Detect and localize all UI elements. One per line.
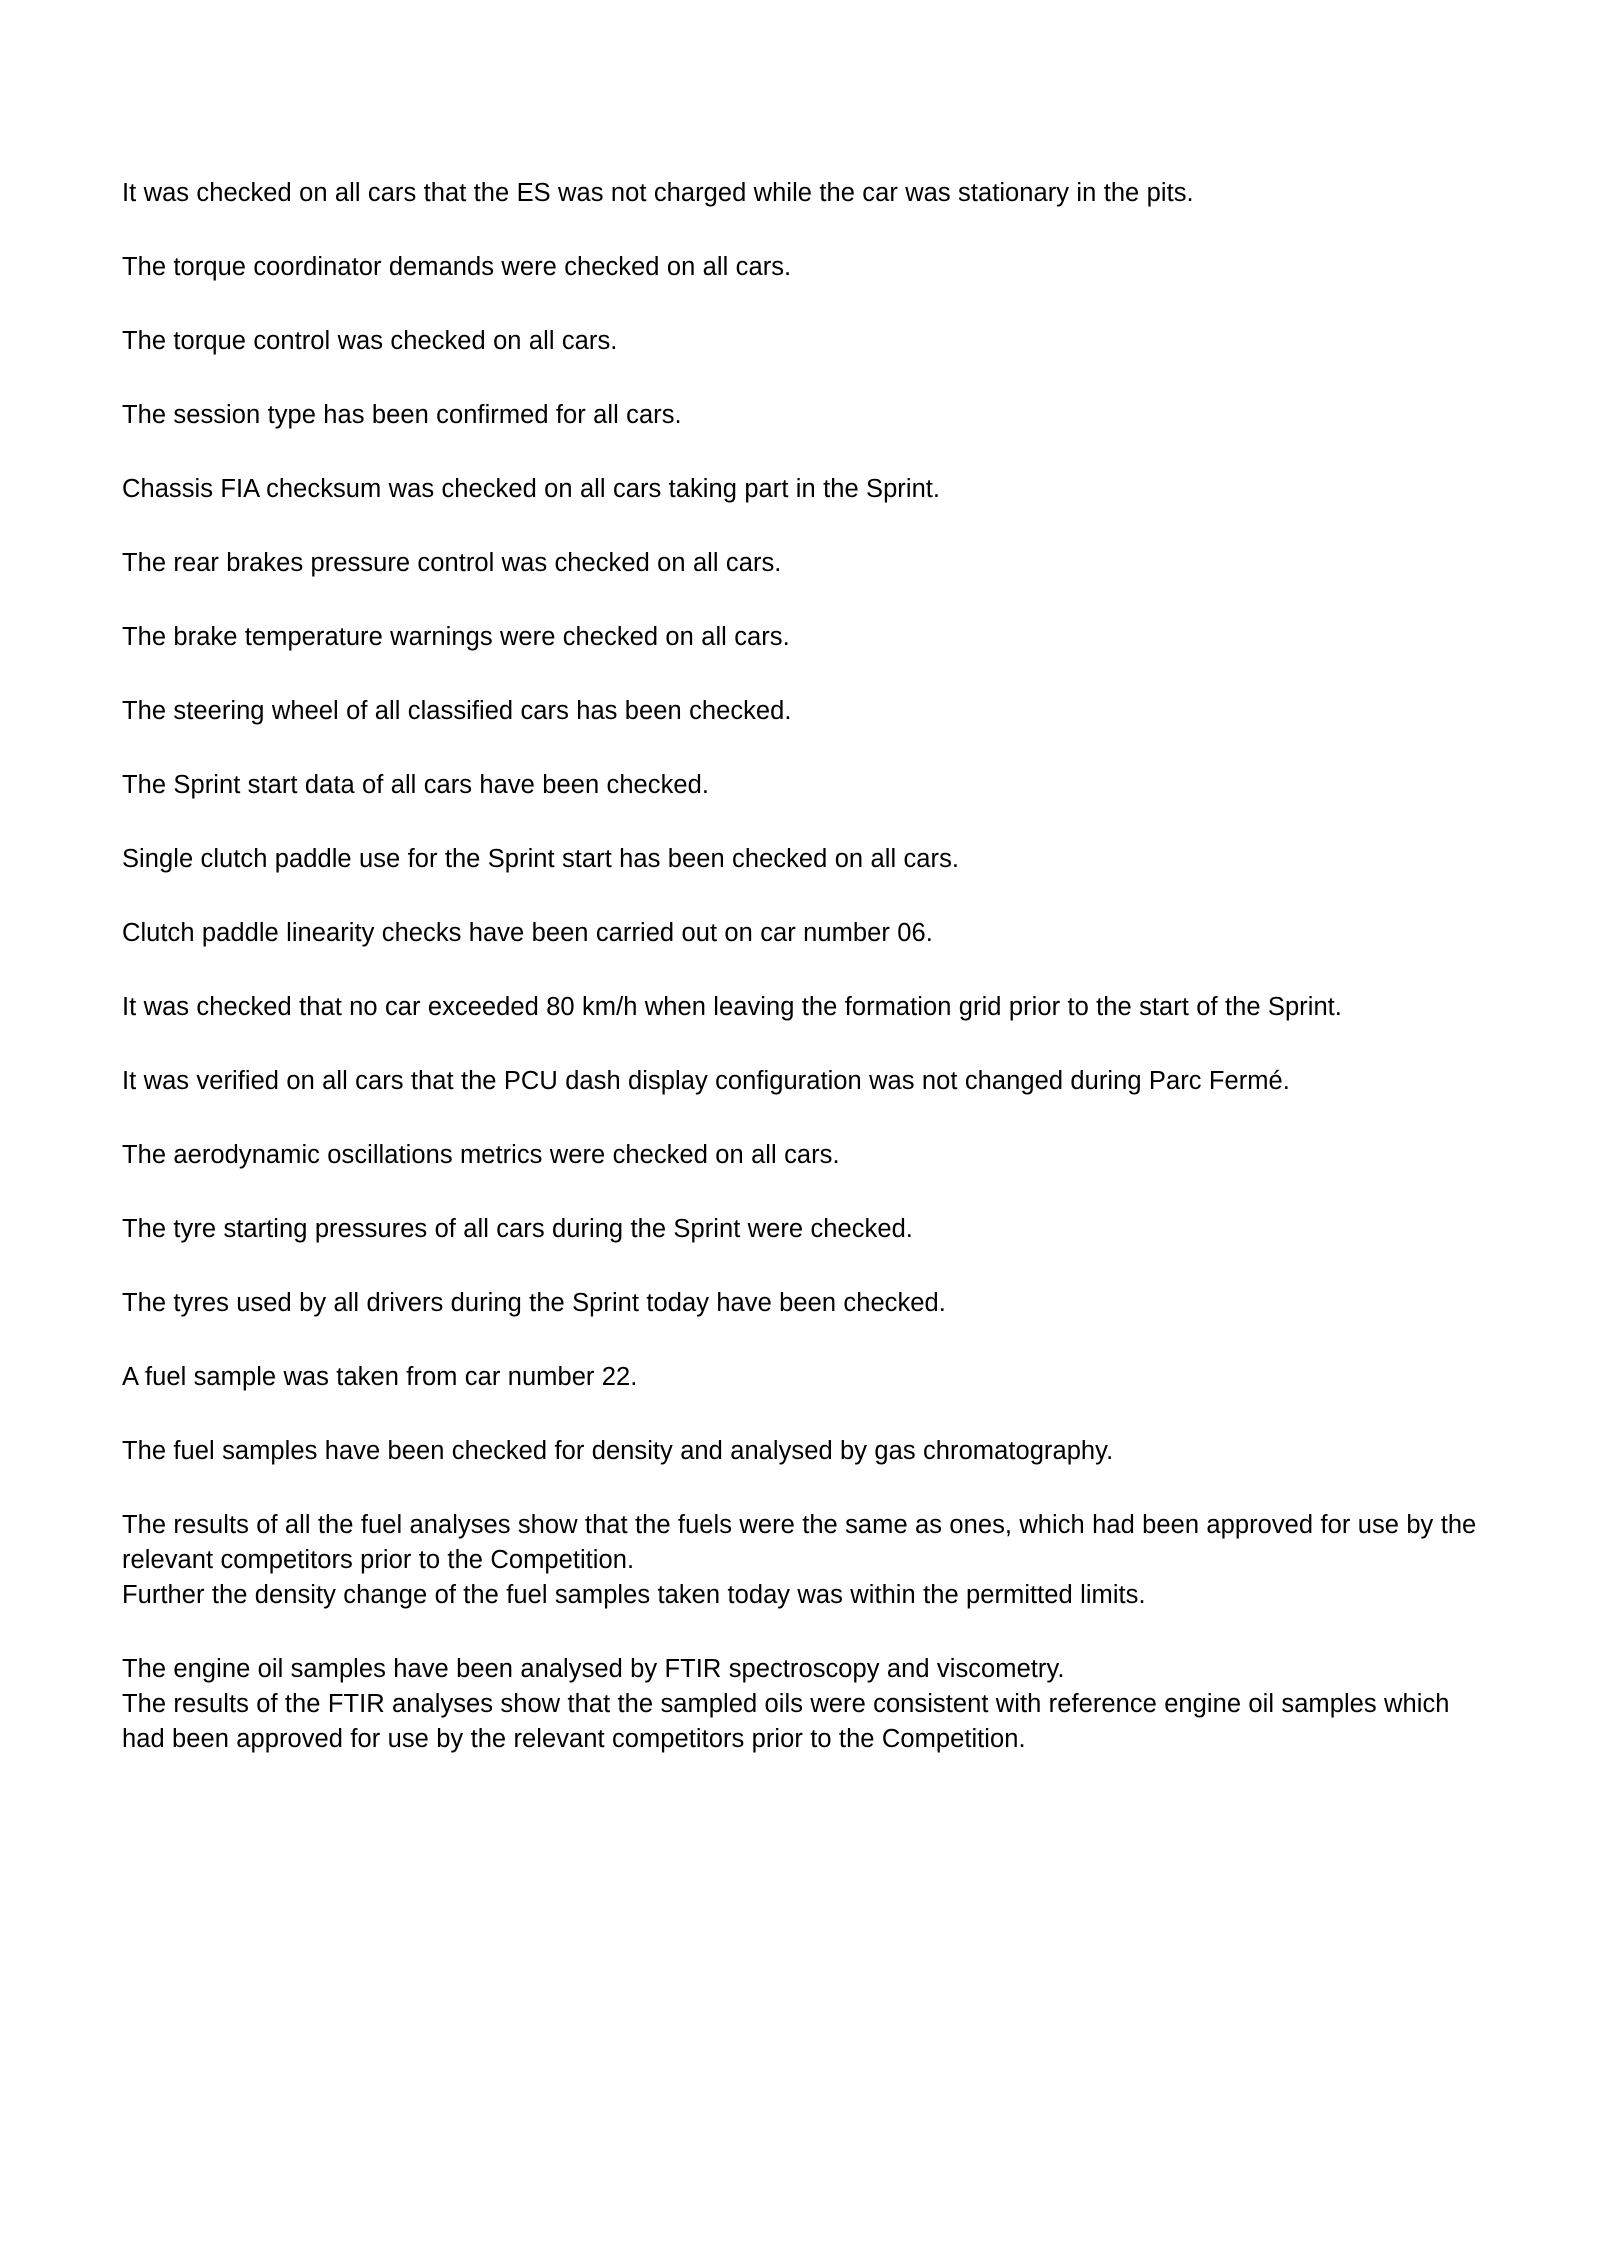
paragraph-tyres-used: The tyres used by all drivers during the Sprint today have been checked.: [122, 1289, 946, 1317]
paragraph-ftir-analyses-results: The results of the FTIR analyses show that the sampled oils were consistent with reference engine oil samples which had been approved for use by the relevant competitors prior to the Competition.: [122, 1690, 1450, 1753]
paragraph-pcu-dash-display: It was verified on all cars that the PCU dash display configuration was not changed during Parc Fermé.: [122, 1067, 1290, 1095]
paragraph-steering-wheel-check: The steering wheel of all classified cars has been checked.: [122, 697, 792, 725]
paragraph-rear-brakes-pressure-control: The rear brakes pressure control was checked on all cars.: [122, 549, 782, 577]
paragraph-chassis-fia-checksum: Chassis FIA checksum was checked on all cars taking part in the Sprint.: [122, 475, 941, 503]
paragraph-fuel-sample-taken: A fuel sample was taken from car number 22.: [122, 1363, 638, 1391]
paragraph-fuel-density-change: Further the density change of the fuel samples taken today was within the permitted limits.: [122, 1581, 1146, 1609]
paragraph-brake-temperature-warnings: The brake temperature warnings were checked on all cars.: [122, 623, 790, 651]
paragraph-aerodynamic-oscillations: The aerodynamic oscillations metrics were checked on all cars.: [122, 1141, 840, 1169]
paragraph-fuel-samples-density: The fuel samples have been checked for density and analysed by gas chromatography.: [122, 1437, 1114, 1465]
paragraph-engine-oil-samples: The engine oil samples have been analysed by FTIR spectroscopy and viscometry.: [122, 1655, 1065, 1683]
paragraph-es-charge-check: It was checked on all cars that the ES was not charged while the car was stationary in the pits.: [122, 179, 1194, 207]
paragraph-tyre-starting-pressures: The tyre starting pressures of all cars during the Sprint were checked.: [122, 1215, 913, 1243]
paragraph-sprint-start-data: The Sprint start data of all cars have been checked.: [122, 771, 709, 799]
paragraph-torque-coordinator-demands: The torque coordinator demands were checked on all cars.: [122, 253, 792, 281]
paragraph-fuel-analyses-results: The results of all the fuel analyses show that the fuels were the same as ones, which had been approved for use by the relevant competitors prior to the Competition.: [122, 1511, 1477, 1574]
paragraph-torque-control: The torque control was checked on all cars.: [122, 327, 618, 355]
paragraph-formation-grid-speed: It was checked that no car exceeded 80 km/h when leaving the formation grid prior to the start of the Sprint.: [122, 993, 1342, 1021]
paragraph-single-clutch-paddle: Single clutch paddle use for the Sprint start has been checked on all cars.: [122, 845, 960, 873]
paragraph-session-type: The session type has been confirmed for all cars.: [122, 401, 682, 429]
paragraph-clutch-paddle-linearity: Clutch paddle linearity checks have been carried out on car number 06.: [122, 919, 933, 947]
document-body: [122, 176, 1482, 1757]
